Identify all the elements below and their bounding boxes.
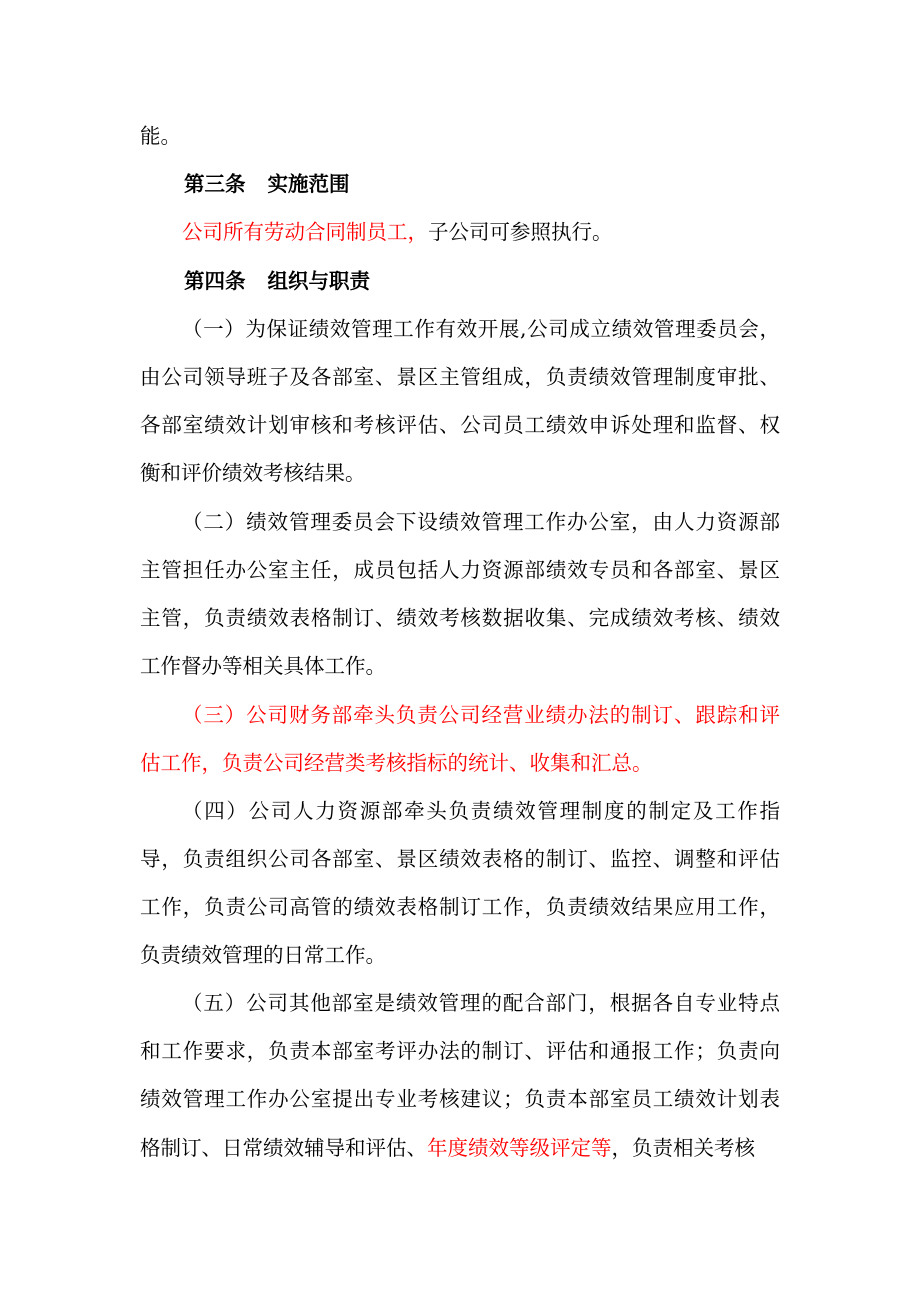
text-line	[182, 988, 780, 1018]
text-line	[140, 121, 780, 151]
text-segment: 由公司领导班子及各部室、景区主管组成，负责绩效管理制度审批、	[140, 365, 780, 389]
text-segment: ，负责相关考核	[611, 1136, 755, 1160]
text-segment: 衡和评价绩效考核结果。	[140, 461, 366, 485]
text-line	[140, 458, 780, 488]
text-segment: （三）公司财务部牵头负责公司经营业绩办法的制订、跟踪和评	[182, 703, 780, 727]
text-segment: （二）绩效管理委员会下设绩效管理工作办公室，由人力资源部	[182, 510, 780, 534]
text-segment: 年度绩效等级评定等	[427, 1136, 612, 1160]
text-segment: 能。	[140, 124, 181, 148]
text-segment: （五）公司其他部室是绩效管理的配合部门，根据各自专业特点	[182, 991, 780, 1015]
text-segment: 子公司可参照执行。	[428, 220, 613, 244]
text-segment: （一）为保证绩效管理工作有效开展,公司成立绩效管理委员会，	[182, 317, 780, 341]
text-line	[140, 940, 780, 970]
article-heading	[184, 169, 782, 199]
text-line	[140, 1133, 780, 1163]
text-segment: （四）公司人力资源部牵头负责绩效管理制度的制定及工作指	[182, 799, 780, 823]
text-segment: 格制订、日常绩效辅导和评估、	[140, 1136, 427, 1160]
text-line	[140, 1036, 780, 1066]
text-segment: 估工作，负责公司经营类考核指标的统计、收集和汇总。	[140, 751, 653, 775]
text-segment: 各部室绩效计划审核和考核评估、公司员工绩效申诉处理和监督、权	[140, 413, 780, 437]
text-line	[182, 796, 780, 826]
text-line	[140, 892, 780, 922]
text-segment: 工作督办等相关具体工作。	[140, 654, 386, 678]
article-heading	[184, 266, 782, 296]
text-line	[182, 217, 780, 247]
article-number: 第四条	[184, 269, 246, 293]
text-segment: 公司所有劳动合同制员工，	[182, 220, 428, 244]
text-line	[182, 700, 780, 730]
text-line	[140, 1084, 780, 1114]
text-line	[140, 410, 780, 440]
text-segment: 负责绩效管理的日常工作。	[140, 943, 386, 967]
text-line	[140, 748, 780, 778]
text-segment: 和工作要求，负责本部室考评办法的制订、评估和通报工作；负责向	[140, 1039, 780, 1063]
text-line	[140, 651, 780, 681]
text-segment: 主管，负责绩效表格制订、绩效考核数据收集、完成绩效考核、绩效	[140, 606, 780, 630]
text-line	[140, 603, 780, 633]
article-number: 第三条	[184, 172, 246, 196]
text-line	[140, 362, 780, 392]
text-segment: 绩效管理工作办公室提出专业考核建议；负责本部室员工绩效计划表	[140, 1087, 780, 1111]
article-title: 组织与职责	[267, 269, 370, 293]
text-segment: 工作，负责公司高管的绩效表格制订工作，负责绩效结果应用工作，	[140, 895, 780, 919]
text-segment: 主管担任办公室主任，成员包括人力资源部绩效专员和各部室、景区	[140, 558, 780, 582]
text-line	[182, 314, 780, 344]
text-segment: 导，负责组织公司各部室、景区绩效表格的制订、监控、调整和评估	[140, 847, 780, 871]
text-line	[140, 555, 780, 585]
text-line	[140, 844, 780, 874]
article-title: 实施范围	[267, 172, 350, 196]
text-line	[182, 507, 780, 537]
